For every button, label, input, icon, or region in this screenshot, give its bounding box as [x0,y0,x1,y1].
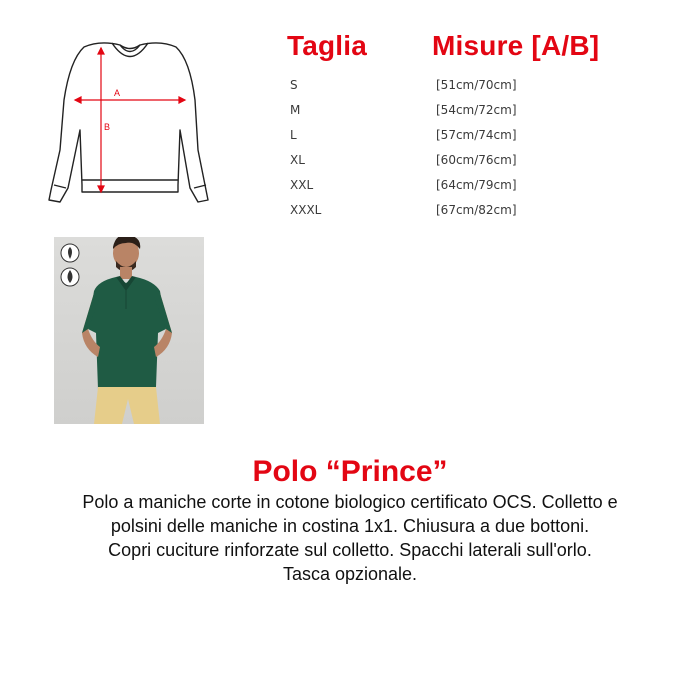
size-label: L [290,128,297,142]
product-title: Polo “Prince” [252,455,448,488]
description-line: Copri cuciture rinforzate sul colletto. Spacchi laterali sull'orlo. [108,540,592,560]
description-line: polsini delle maniche in costina 1x1. Chiusura a due bottoni. [110,516,590,536]
label-b: B [104,122,111,132]
garment-measure-diagram [20,30,240,210]
size-measure: [64cm/79cm] [436,178,517,192]
size-row [290,153,590,173]
size-measure: [51cm/70cm] [436,78,517,92]
size-measure: [54cm/72cm] [436,103,517,117]
size-label: XXL [290,178,314,192]
size-label: S [290,78,298,92]
description-line: Polo a maniche corte in cotone biologico certificato OCS. Colletto e [82,492,618,512]
size-measure: [60cm/76cm] [436,153,517,167]
label-a: A [114,88,121,98]
size-label: XXXL [290,203,322,217]
sweater-outline [49,43,208,202]
arrow-a-left-head [75,97,81,103]
product-photo [54,237,204,424]
size-header: Taglia [287,30,368,61]
size-row [290,78,590,98]
size-measure: [67cm/82cm] [436,203,517,217]
size-row [290,203,590,223]
size-row [290,178,590,198]
measure-arrows [75,48,185,192]
description-line: Tasca opzionale. [282,564,418,584]
product-description [30,490,670,586]
size-row [290,128,590,148]
arrow-a-right-head [179,97,185,103]
measure-header: Misure [A/B] [432,30,600,61]
size-row [290,103,590,123]
arrow-b-bottom-head [98,186,104,192]
size-label: M [290,103,301,117]
arrow-b-top-head [98,48,104,54]
size-label: XL [290,153,305,167]
size-measure: [57cm/74cm] [436,128,517,142]
